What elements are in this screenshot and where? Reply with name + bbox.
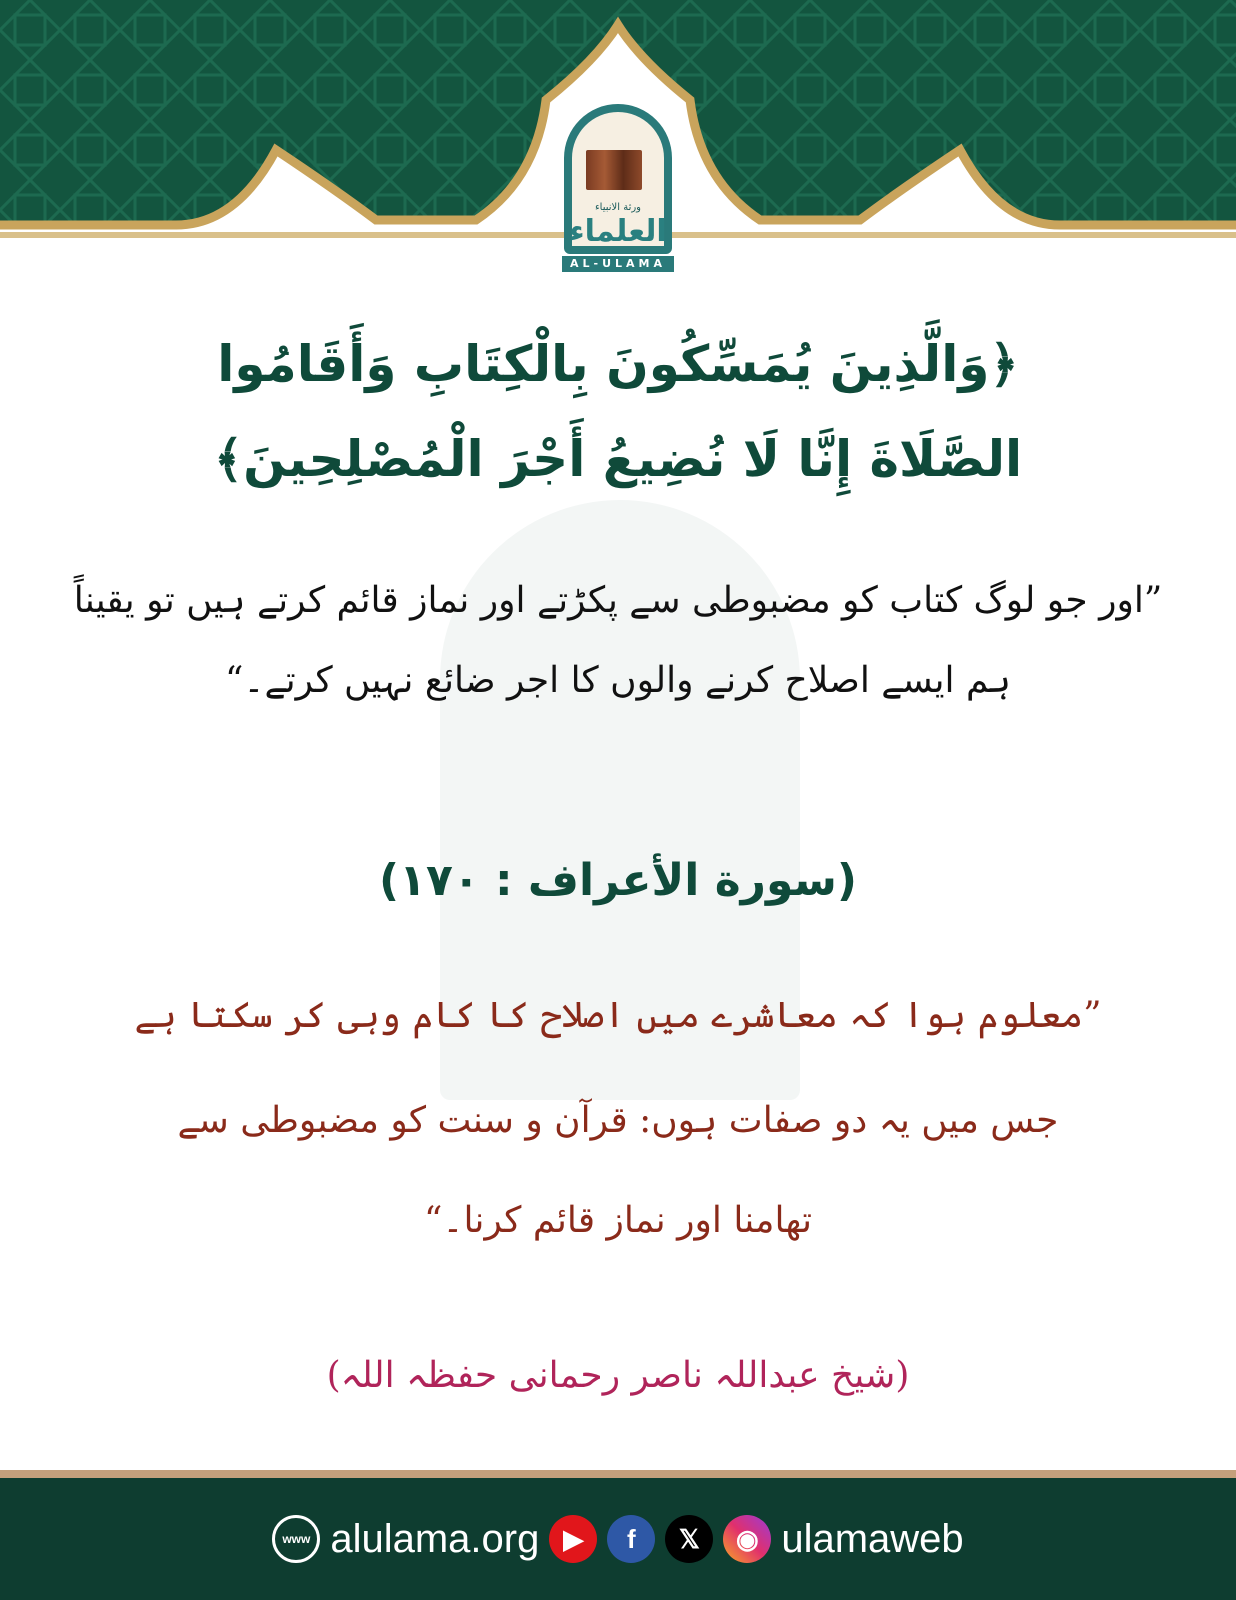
social-handle[interactable]: ulamaweb: [781, 1516, 964, 1561]
youtube-icon[interactable]: ▶: [549, 1515, 597, 1563]
facebook-icon[interactable]: f: [607, 1515, 655, 1563]
author-name: (شیخ عبداللہ ناصر رحمانی حفظہ اللہ): [326, 1355, 910, 1396]
quran-verse-line-1: ﴿وَالَّذِينَ يُمَسِّكُونَ بِالْكِتَابِ وَأَقَامُوا: [217, 335, 1019, 393]
surah-reference: (سورة الأعراف : ١٧٠): [379, 855, 857, 906]
instagram-icon[interactable]: ◉: [723, 1515, 771, 1563]
translation-line-1: ”اور جو لوگ کتاب کو مضبوطی سے پکڑتے اور نماز قائم کرتے ہیں تو یقیناً: [73, 580, 1163, 621]
commentary-line-2: جس میں یہ دو صفات ہوں: قرآن و سنت کو مضبوطی سے: [177, 1100, 1059, 1141]
logo-subtitle: ورثة الانبياء: [594, 202, 642, 213]
footer-divider: [0, 1470, 1236, 1478]
quran-verse-line-2: الصَّلَاةَ إِنَّا لَا نُضِيعُ أَجْرَ الْمُصْلِحِينَ﴾: [213, 430, 1023, 488]
globe-icon: www: [272, 1515, 320, 1563]
translation-line-2: ہم ایسے اصلاح کرنے والوں کا اجر ضائع نہیں کرتے۔“: [224, 660, 1011, 701]
footer: [0, 1478, 1236, 1600]
logo-latin: AL-ULAMA: [562, 256, 674, 272]
books-icon: [586, 150, 642, 190]
commentary-line-1: ”معلوم ہوا کہ معاشرے میں اصلاح کا کام وہی کر سکتا ہے: [134, 995, 1102, 1036]
x-icon[interactable]: 𝕏: [665, 1515, 713, 1563]
website-link[interactable]: alulama.org: [330, 1516, 540, 1561]
commentary-line-3: تھامنا اور نماز قائم کرنا۔“: [423, 1200, 813, 1241]
logo-name: العلماء: [569, 214, 667, 249]
al-ulama-logo: [560, 90, 676, 280]
